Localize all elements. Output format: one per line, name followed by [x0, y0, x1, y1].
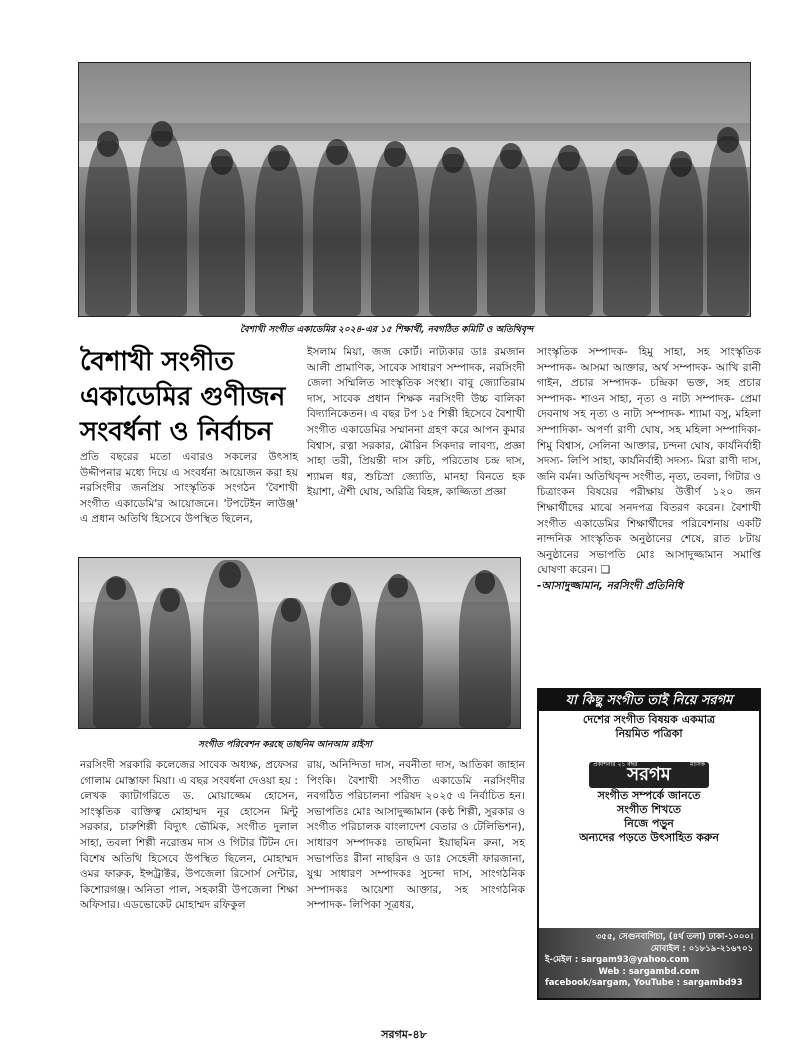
ad-tagline: যা কিছু সংগীত তাই নিয়ে সরগম — [539, 690, 759, 711]
ad-line-2: নিয়মিত পত্রিকা — [615, 727, 683, 740]
logo-text: সরগম — [627, 764, 671, 785]
top-photo-caption: বৈশাখী সংগীত একাডেমির ২০২৪-এর ১৫ শিক্ষার্থী, নবগঠিত কমিটি ও অতিথিবৃন্দ — [240, 325, 534, 335]
ad-line-5: নিজে পড়ুন — [624, 817, 674, 830]
middle-performance-photo — [78, 557, 521, 729]
headline-line-2: একাডেমির গুণীজন — [80, 382, 286, 412]
middle-photo-caption: সংগীত পরিবেশন করছে তাছনিম আনআম রাইসা — [198, 740, 372, 750]
logo-sub-right: মাসিক — [690, 761, 705, 768]
column-1-bottom-text: নরসিংদী সরকারি কলেজের সাবেক অধ্যক্ষ, প্রফেসর গোলাম মোস্তাফা মিয়া। এ বছর সংবর্ধনা দেওয়া হয় : লেখক ক্যাটাগরিতে ড. মোয়াজ্জেম হোসেন, সাংস্কৃতিক ব্যক্তিত্ব মোহাম্মদ নূর হোসেন মিন্টু সরকার, চারুশিল্পী বিদ্যুৎ ভৌমিক, সংগীত দুলাল সাহা, তবলা শিল্পী নরোত্তম দাস ও গিটার টিটন দে। বিশেষ অতিথি হিসেবে উপস্থিত ছিলেন, মোহাম্মদ ওমর ফারুক, ইন্সট্রাক্টর, উপজেলা রিসোর্স সেন্টার, কিশোরগঞ্জ। অনিতা পাল, সহকারী উপজেলা শিক্ষা অফিসার। এডভোকেট মোহাম্মদ রফিকুল — [80, 759, 298, 912]
article-headline — [80, 345, 302, 450]
column-1-top-text: প্রতি বছরের মতো এবারও সকলের উৎসাহ উদ্দীপনার মধ্যে দিয়ে এ সংবর্ধনা আয়োজন করা হয় নরসিংদীর জনপ্রিয় সাংস্কৃতিক সংগঠন 'বৈশাখী সংগীত একাডেমি'র আয়োজনে। 'টপটেইন লাউঞ্জ' এ প্রধান অতিথি হিসেবে উপস্থিত ছিলেন, — [80, 451, 298, 526]
ad-lower-panel — [537, 760, 761, 1000]
headline-line-1: বৈশাখী সংগীত — [80, 347, 234, 377]
column-3 — [537, 345, 761, 685]
sargam-logo — [589, 762, 709, 788]
column-1-bottom — [80, 758, 298, 998]
ad-line-1: দেশের সংগীত বিষয়ক একমাত্র — [582, 713, 716, 726]
ad-mobile: মোবাইল : ০১৮১৯-২১৬৭০১ — [650, 943, 753, 954]
top-group-photo — [78, 62, 751, 317]
ad-email[interactable]: ই-মেইল : sargam93@yahoo.com — [545, 955, 690, 965]
column-3-text: সাংস্কৃতিক সম্পাদক- হিমু সাহা, সহ সাংস্কৃতিক সম্পাদক- আসমা আক্তার, অর্থ সম্পাদক- আখি রানী গাইন, প্রচার সম্পাদক- চন্দ্রিকা ভক্ত, সহ প্রচার সম্পাদক- শাওন সাহা, নৃত্য ও নাট্য সম্পাদক- প্রেমা দেবনাথ সহ নৃত্য ও নাট্য সম্পাদক- শ্যামা বসু, মহিলা সম্পাদিকা- অপর্ণা রাণী ঘোষ, সহ মহিলা সম্পাদিকা- শিমু বিশ্বাস, সেলিনা আক্তার, চন্দনা ঘোষ, কার্যনির্বাহী সদস্য- লিপি সাহা, কার্যনির্বাহী সদস্য- মিরা রাণী দাস, জনি বর্মন। অতিথিবৃন্দ সংগীত, নৃত্য, তবলা, গিটার ও চিত্রাংকন বিষয়ের পরীক্ষায় উত্তীর্ণ ১২০ জন শিক্ষার্থীদের মাঝে সনদপত্র বিতরণ করেন। বৈশাখী সংগীত একাডেমির শিক্ষার্থীদের পরিবেশনায় একটি নান্দনিক সাংস্কৃতিক অনুষ্ঠানের শেষে, রাত ৮টায় অনুষ্ঠানের সভাপতি মোঃ আসাদুজ্জামান সমাপ্তি ঘোষণা করেন। ❑ — [537, 346, 761, 577]
headline-line-3: সংবর্ধনা ও নির্বাচন — [80, 417, 273, 447]
ad-address: ৩৫৫, সেগুনবাগিচা, (৪র্থ তলা) ঢাকা-১০০০। — [595, 932, 753, 942]
column-1-top — [80, 450, 298, 544]
ad-line-4: সংগীত শিখতে — [617, 803, 681, 816]
column-2-bottom-text: রায়, অনিন্দিতা দাস, নবনীতা দাস, আতিকা জাহান পিংকি। বৈশাখী সংগীত একাডেমি নরসিংদীর নবগঠিত পরিচালনা পরিষদ ২০২৫ এ নির্বাচিত হন। সভাপতিঃ মোঃ আসাদুজ্জামান (কণ্ঠ শিল্পী, সুরকার ও সংগীত পরিচালক বাংলাদেশ বেতার ও টেলিভিশন), সাধারণ সম্পাদকঃ তাছমিনা ইয়াছমিন রুনা, সহ সভাপতিঃ রীনা নাছরিন ও ডাঃ সেহেলী ফারজানা, যুগ্ম সাধারণ সম্পাদকঃ সুচন্দা দাস, সাংগঠনিক সম্পাদকঃ আয়েশা আক্তার, সহ সাংগঠনিক সম্পাদক- লিপিকা সূত্রধর, — [307, 759, 525, 912]
logo-sub-left: প্রকাশনার ২১ বছর — [593, 761, 638, 768]
column-2-top — [307, 345, 525, 545]
ad-line-3: সংগীত সম্পর্কে জানতে — [597, 789, 701, 802]
column-2-top-text: ইসলাম মিয়া, জজ কোর্ট। নাট্যকার ডাঃ রমজান আলী প্রামাণিক, সাবেক সাধারণ সম্পাদক, নরসিংদী জেলা সম্মিলিত সাংস্কৃতিক সংস্থা। বাবু জ্যোতিরাম দাস, সাবেক প্রধান শিক্ষক নরসিংদী উচ্চ বালিকা বিদ্যানিকেতন। এ বছর টপ ১৫ শিল্পী হিসেবে বৈশাখী সংগীত একাডেমির সম্মাননা গ্রহণ করে আপন কুমার বিশ্বাস, রত্না সরকার, মৌরিন সিকদার লাবণ্য, প্রজ্ঞা সাহা তরী, প্রিয়ন্তী দাস রুচি, পরিতোষ চন্দ্র দাস, শ্যামল ধর, শুচিস্রা জ্যোতি, মানহা বিনতে হক ইয়াশা, ঐশী ঘোষ, অরিত্রি বিহঙ্গ, কাজ্জিতা প্রজ্ঞা — [307, 346, 525, 499]
ad-social[interactable]: facebook/sargam, YouTube : sargambd93 — [545, 978, 743, 988]
page-number: সরগম-৪৮ — [381, 1028, 427, 1041]
byline: -আসাদুজ্জামান, নরসিংদী প্রতিনিধি — [537, 579, 683, 592]
ad-contact-panel — [539, 928, 759, 998]
column-2-bottom — [307, 758, 525, 998]
ad-line-6: অন্যদের পড়তে উৎসাহিত করুন — [579, 831, 719, 844]
ad-web[interactable]: Web : sargambd.com — [598, 966, 700, 977]
